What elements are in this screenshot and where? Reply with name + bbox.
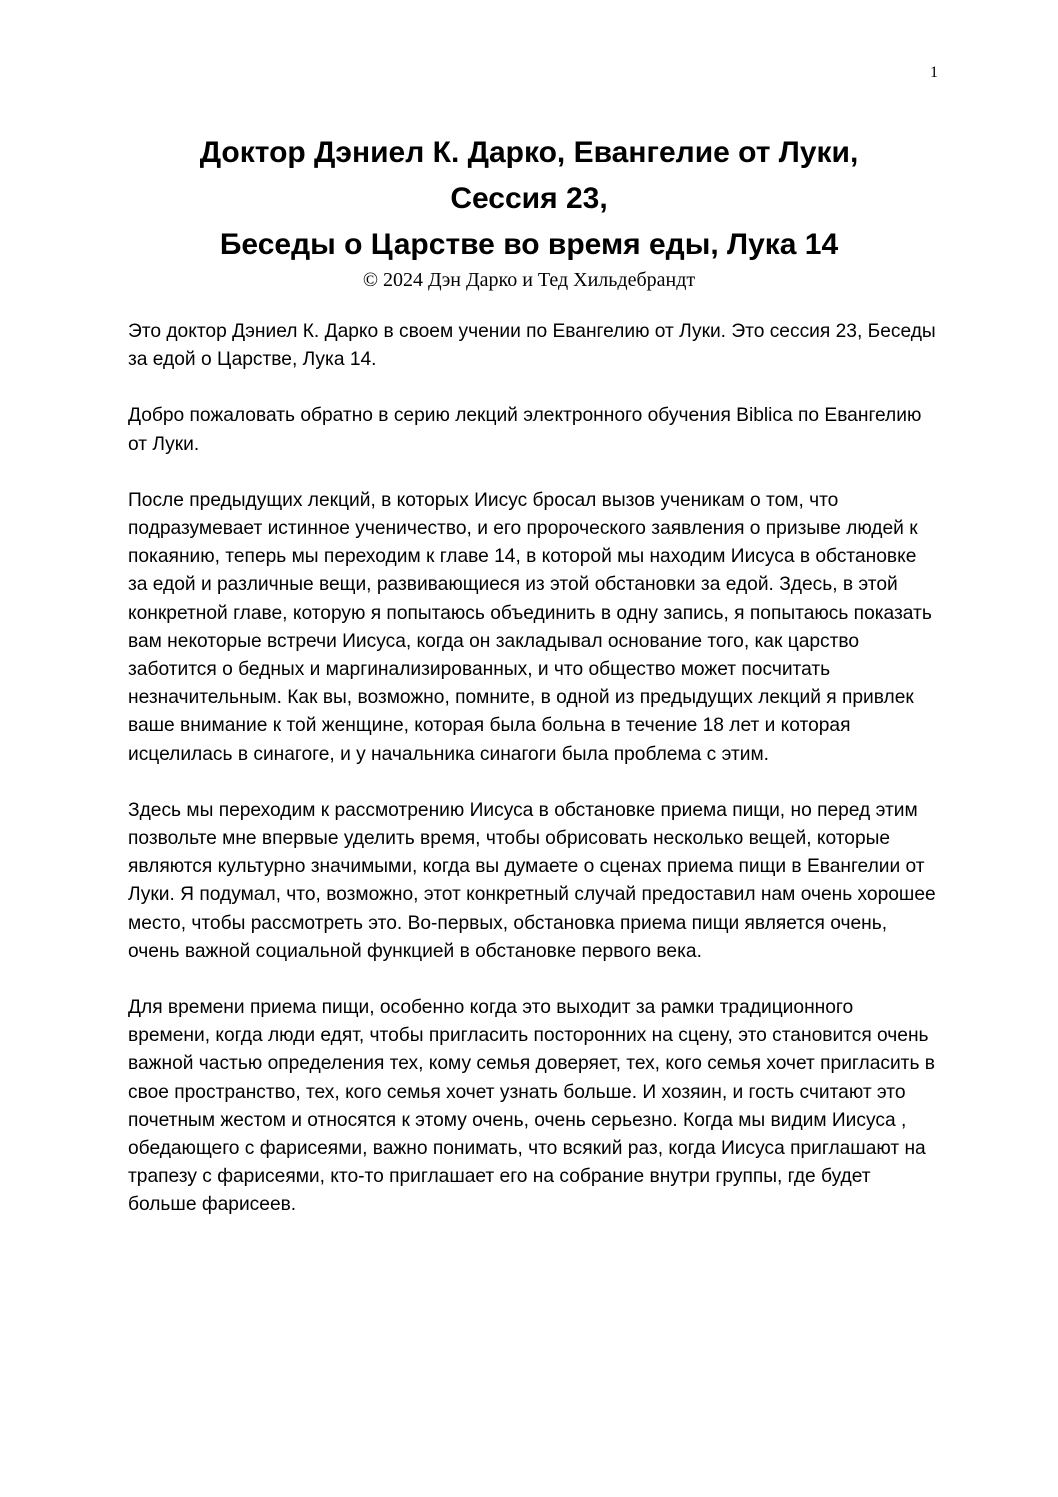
title-line-3: Беседы о Царстве во время еды, Лука 14 [219, 228, 839, 261]
paragraph-intro: Это доктор Дэниел К. Дарко в своем учении по Евангелию от Луки. Это сессия 23, Беседы за едой о Царстве, Лука 14. [128, 321, 936, 371]
paragraph-meal-setting: Здесь мы переходим к рассмотрению Иисуса в обстановке приема пищи, но перед этим позвольте мне впервые уделить время, чтобы обрисовать несколько вещей, которые являются культурно значимыми, когда вы думаете о сценах приема пищи в Евангелии от Луки. Я подумал, что, возможно, этот конкретный случай предоставил нам очень хорошее место, чтобы рассмотреть это. Во-первых, обстановка приема пищи является очень, очень важной социальной функцией в обстановке первого века. [128, 799, 936, 962]
title-line-1: Доктор Дэниел К. Дарко, Евангелие от Луки, [199, 136, 859, 169]
title-line-2: Сессия 23, [450, 182, 608, 215]
document-header [100, 130, 958, 292]
paragraph-chapter-overview: После предыдущих лекций, в которых Иисус бросал вызов ученикам о том, что подразумевает истинное ученичество, и его пророческого заявления о призыве людей к покаянию, теперь мы переходим к главе 14, в которой мы находим Иисуса в обстановке за едой и различные вещи, развивающиеся из этой обстановки за едой. Здесь, в этой конкретной главе, которую я попытаюсь объединить в одну запись, я попытаюсь показать вам некоторые встречи Иисуса, когда он закладывал основание того, как царство заботится о бедных и маргинализированных, и что общество может посчитать незначительным. Как вы, возможно, помните, в одной из предыдущих лекций я привлек ваше внимание к той женщине, которая была больна в течение 18 лет и которая исцелилась в синагоге, и у начальника синагоги была проблема с этим. [128, 489, 932, 765]
copyright-notice: © 2024 Дэн Дарко и Тед Хильдебрандт [362, 269, 696, 291]
paragraph-welcome: Добро пожаловать обратно в серию лекций электронного обучения Biblica по Евангелию от Луки. [128, 405, 922, 455]
document-body [128, 318, 940, 1248]
page-number: 1 [930, 64, 938, 81]
paragraph-meal-significance: Для времени приема пищи, особенно когда это выходит за рамки традиционного времени, когда люди едят, чтобы пригласить посторонних на сцену, это становится очень важной частью определения тех, кому семья доверяет, тех, кого семья хочет пригласить в свое пространство, тех, кого семья хочет узнать больше. И хозяин, и гость считают это почетным жестом и относятся к этому очень, очень серьезно. Когда мы видим Иисуса , обедающего с фарисеями, важно понимать, что всякий раз, когда Иисуса приглашают на трапезу с фарисеями, кто-то приглашает его на собрание внутри группы, где будет больше фарисеев. [128, 997, 935, 1216]
